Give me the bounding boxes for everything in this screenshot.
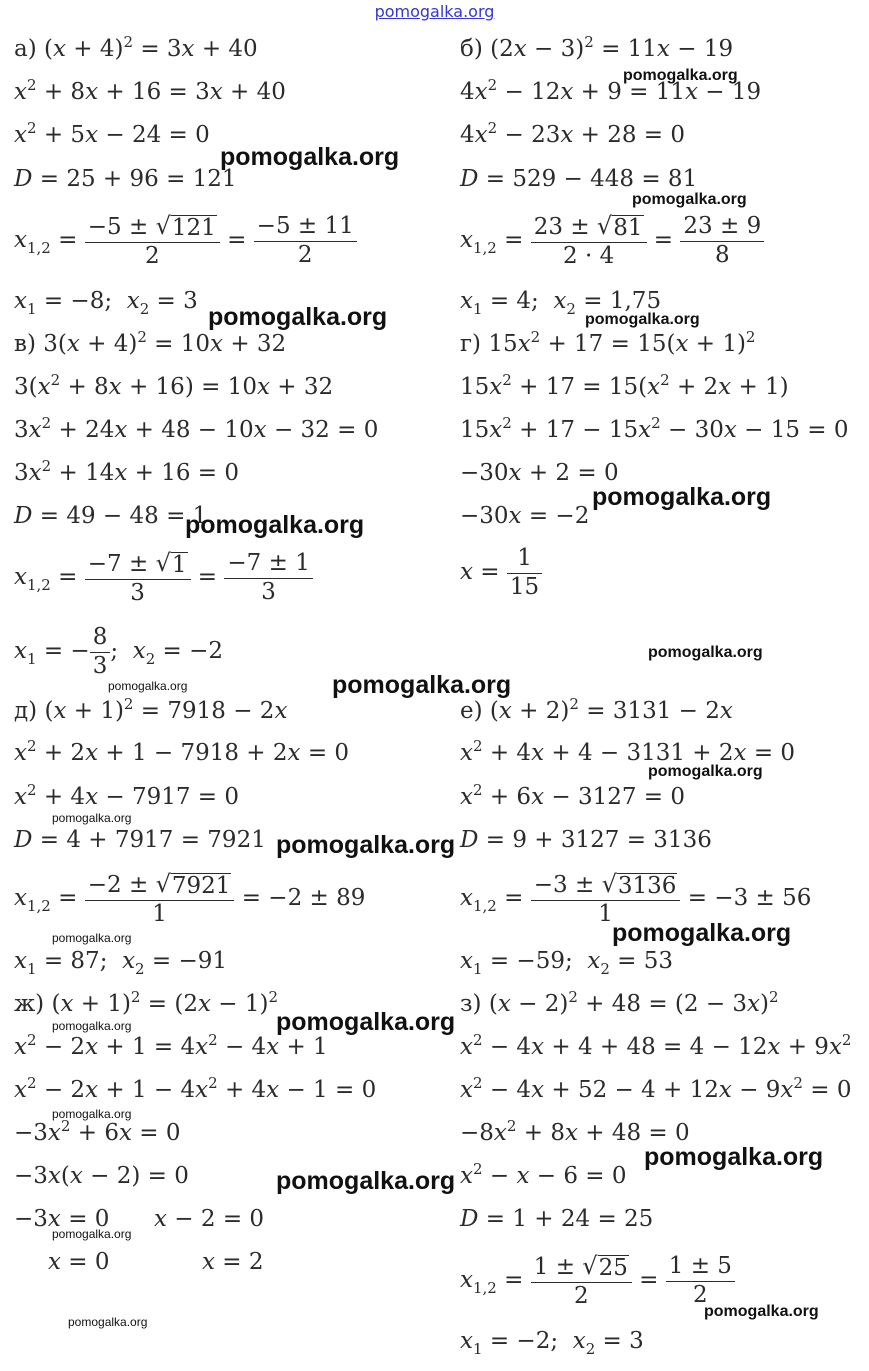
problem-zh-step: −3x(x − 2) = 0 — [14, 1163, 189, 1189]
problem-b-discriminant: D = 529 − 448 = 81 — [460, 166, 698, 192]
problem-d-roots-formula: $x_{1,2}$ = −2 ± √ 7921 1 = −2 ± 89 — [14, 870, 366, 927]
problem-v-discriminant: D = 49 − 48 = 1 — [14, 503, 208, 529]
problem-z-step: $x^2 - x - 6 = 0$ — [460, 1160, 627, 1189]
problem-e-step: $x^2 + 4x + 4 - 3131 + 2x = 0$ — [460, 737, 796, 766]
problem-v-step: $3x^2 + 24x + 48 - 10x - 32 = 0$ — [14, 414, 379, 443]
watermark: pomogalka.org — [704, 1303, 819, 1320]
watermark: pomogalka.org — [592, 483, 772, 511]
problem-b-step: $4x^2 - 23x + 28 = 0$ — [460, 119, 686, 148]
site-header-link[interactable]: pomogalka.org — [374, 2, 495, 21]
problem-z-roots: $x_1 = -2$; $x_2 = 3$ — [460, 1328, 644, 1358]
problem-g-step: −30x = −2 — [460, 503, 590, 529]
problem-d-discriminant: D = 4 + 7917 = 7921 — [14, 827, 266, 853]
problem-zh-step: −3x = 0 — [14, 1206, 110, 1232]
problem-label: е) — [460, 698, 483, 724]
problem-label: а) — [14, 36, 37, 62]
problem-a-roots-formula: $x_{1,2}$ = −5 ± √ 121 2 = $\frac{-5 \pm 11}{2}$ — [14, 212, 357, 270]
problem-d-statement: д) $(x + 1)^2 = 7918 - 2x$ — [14, 695, 288, 724]
problem-label: д) — [14, 698, 38, 724]
watermark: pomogalka.org — [52, 811, 132, 825]
watermark: pomogalka.org — [632, 191, 747, 208]
problem-label: з) — [460, 991, 482, 1017]
problem-label: б) — [460, 36, 483, 62]
problem-v-roots-formula: $x_{1,2}$ = −7 ± √ 1 3 = $\frac{-7 \pm 1}{3}$ — [14, 549, 313, 607]
problem-d-step: $x^2 + 4x - 7917 = 0$ — [14, 781, 240, 810]
problem-zh-step: $x^2 - 2x + 1 - 4x^2 + 4x - 1 = 0$ — [14, 1074, 377, 1103]
problem-a-step: $x^2 + 5x - 24 = 0$ — [14, 119, 210, 148]
problem-v-step: $3x^2 + 14x + 16 = 0$ — [14, 457, 240, 486]
problem-b-roots: $x_1 = 4$; $x_2 = 1,75$ — [460, 288, 662, 318]
problem-zh-root: x = 2 — [202, 1249, 264, 1275]
problem-g-step: −30x + 2 = 0 — [460, 460, 619, 486]
watermark: pomogalka.org — [185, 511, 365, 539]
watermark: pomogalka.org — [208, 303, 388, 331]
problem-z-discriminant: D = 1 + 24 = 25 — [460, 1206, 654, 1232]
problem-d-step: $x^2 + 2x + 1 - 7918 + 2x = 0$ — [14, 737, 350, 766]
problem-label: в) — [14, 331, 36, 357]
problem-zh-step: $x^2 - 2x + 1 = 4x^2 - 4x + 1$ — [14, 1031, 328, 1060]
watermark: pomogalka.org — [276, 831, 456, 859]
watermark: pomogalka.org — [332, 671, 512, 699]
problem-v-statement: в) $3(x + 4)^2 = 10x + 32$ — [14, 328, 287, 357]
problem-e-discriminant: D = 9 + 3127 = 3136 — [460, 827, 712, 853]
problem-zh-root: x = 0 — [48, 1249, 110, 1275]
problem-v-roots: $x_1$ = − $\frac{8}{3}$ ; $x_2 = -2$ — [14, 624, 224, 679]
watermark: pomogalka.org — [648, 763, 763, 780]
problem-a-statement: а) $(x + 4)^2 = 3x + 40$ — [14, 33, 258, 62]
problem-zh-statement: ж) $(x + 1)^2 = (2x - 1)^2$ — [14, 988, 278, 1017]
problem-z-roots-formula: $x_{1,2}$ = 1 ± √ 25 2 = $\frac{1 \pm 5}{2}$ — [460, 1252, 735, 1310]
problem-e-roots-formula: $x_{1,2}$ = −3 ± √ 3136 1 = −3 ± 56 — [460, 870, 812, 927]
watermark: pomogalka.org — [276, 1008, 456, 1036]
problem-e-roots: $x_1 = -59$; $x_2 = 53$ — [460, 948, 674, 978]
problem-d-roots: $x_1 = 87$; $x_2 = -91$ — [14, 948, 228, 978]
watermark: pomogalka.org — [52, 1019, 132, 1033]
watermark: pomogalka.org — [585, 311, 700, 328]
problem-b-roots-formula: $x_{1,2}$ = 23 ± √ 81 2 · 4 = $\frac{23 \pm 9}{8}$ — [460, 212, 764, 270]
problem-g-root: x = $\frac{1}{15}$ — [460, 545, 542, 601]
problem-zh-step: $-3x^2 + 6x = 0$ — [14, 1117, 181, 1146]
problem-e-step: $x^2 + 6x - 3127 = 0$ — [460, 781, 686, 810]
problem-e-statement: е) $(x + 2)^2 = 3131 - 2x$ — [460, 695, 733, 724]
watermark: pomogalka.org — [52, 1107, 132, 1121]
watermark: pomogalka.org — [108, 679, 188, 693]
problem-label: г) — [460, 331, 482, 357]
watermark: pomogalka.org — [644, 1143, 824, 1171]
watermark: pomogalka.org — [276, 1167, 456, 1195]
problem-z-statement: з) $(x - 2)^2 + 48 = (2 - 3x)^2$ — [460, 988, 779, 1017]
problem-b-statement: б) $(2x - 3)^2 = 11x - 19$ — [460, 33, 734, 62]
watermark: pomogalka.org — [220, 143, 400, 171]
watermark: pomogalka.org — [68, 1315, 148, 1329]
problem-z-step: $-8x^2 + 8x + 48 = 0$ — [460, 1117, 690, 1146]
problem-a-step: $x^2 + 8x + 16 = 3x + 40$ — [14, 76, 286, 105]
problem-b-step: $4x^2 - 12x + 9 = 11x - 19$ — [460, 76, 762, 105]
watermark: pomogalka.org — [648, 644, 763, 661]
watermark: pomogalka.org — [52, 1227, 132, 1241]
problem-z-step: $x^2 - 4x + 52 - 4 + 12x - 9x^2 = 0$ — [460, 1074, 852, 1103]
watermark: pomogalka.org — [52, 931, 132, 945]
watermark: pomogalka.org — [623, 67, 738, 84]
watermark: pomogalka.org — [612, 919, 792, 947]
problem-g-statement: г) $15x^2 + 17 = 15(x + 1)^2$ — [460, 328, 756, 357]
problem-zh-step: x − 2 = 0 — [154, 1206, 265, 1232]
problem-v-step: $3(x^2 + 8x + 16) = 10x + 32$ — [14, 371, 334, 400]
problem-a-discriminant: D = 25 + 96 = 121 — [14, 166, 237, 192]
problem-label: ж) — [14, 991, 45, 1017]
problem-a-roots: $x_1 = -8$; $x_2 = 3$ — [14, 288, 198, 318]
problem-z-step: $x^2 - 4x + 4 + 48 = 4 - 12x + 9x^2$ — [460, 1031, 852, 1060]
problem-g-step: $15x^2 + 17 - 15x^2 - 30x - 15 = 0$ — [460, 414, 849, 443]
problem-g-step: $15x^2 + 17 = 15(x^2 + 2x + 1)$ — [460, 371, 789, 400]
